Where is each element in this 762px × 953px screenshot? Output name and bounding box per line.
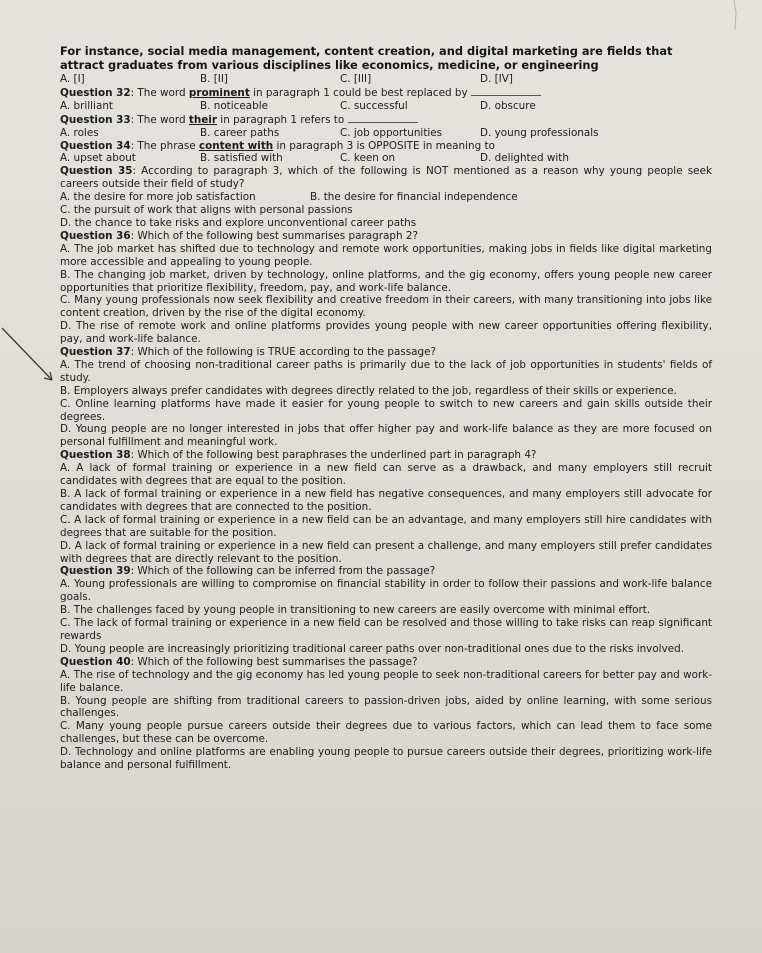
option-a: A. the desire for more job satisfaction <box>60 191 256 204</box>
question-number: Question 36 <box>60 229 131 242</box>
option-c: C. A lack of formal training or experience in a new field can be an advantage, and many employers still hire candidates with degrees that are suitable for the position. <box>60 513 712 539</box>
option-a: A. [I] <box>60 73 85 85</box>
question-35 <box>60 165 712 191</box>
question-number: Question 38 <box>60 449 131 462</box>
q32-options <box>60 100 620 113</box>
q35-options-ab <box>60 191 712 204</box>
question-text: : Which of the following can be inferred from the passage? <box>130 565 436 578</box>
question-32 <box>60 86 712 100</box>
underlined-word: their <box>188 113 217 126</box>
option-b: B. [II] <box>200 73 228 85</box>
question-text: in paragraph 1 refers to <box>217 113 345 126</box>
passage-excerpt: For instance, social media management, content creation, and digital marketing are fields that attract graduates from various disciplines like economics, medicine, or engineering <box>60 44 673 72</box>
option-b: B. noticeable <box>200 99 268 112</box>
option-c: C. the pursuit of work that aligns with personal passions <box>60 204 353 217</box>
option-c: C. [III] <box>340 73 372 85</box>
question-text: : Which of the following is TRUE according to the passage? <box>130 346 437 359</box>
answer-blank <box>348 113 418 123</box>
insertion-options <box>60 73 620 86</box>
question-34 <box>60 140 712 153</box>
option-a: A. upset about <box>60 152 136 165</box>
option-c: C. Many young people pursue careers outside their degrees due to various factors, which can lead them to face some challenges, but these can be overcome. <box>60 720 712 746</box>
option-c: C. Many young professionals now seek flexibility and creative freedom in their careers, with many transitioning into jobs like content creation, driven by the rise of the digital economy. <box>60 294 712 320</box>
question-number: Question 34 <box>60 139 131 152</box>
question-number: Question 39 <box>60 565 131 578</box>
option-b: B. the desire for financial independence <box>310 191 518 204</box>
question-37 <box>60 346 712 359</box>
option-d: D. delighted with <box>480 152 569 165</box>
page-corner-shadow <box>728 0 748 40</box>
q34-options <box>60 152 620 165</box>
option-b: B. The challenges faced by young people in transitioning to new careers are easily overcome with minimal effort. <box>60 604 651 617</box>
option-c: C. Online learning platforms have made it easier for young people to switch to new careers and gain skills outside their degrees. <box>60 397 712 423</box>
option-d: D. A lack of formal training or experience in a new field can present a challenge, and many employers still prefer candidates with degrees that are directly relevant to the position. <box>60 539 712 565</box>
question-text: : According to paragraph 3, which of the following is NOT mentioned as a reason why young people seek careers outside their field of study? <box>60 165 712 191</box>
q33-options <box>60 127 620 140</box>
option-a: A. The trend of choosing non-traditional career paths is primarily due to the lack of job opportunities in students' fields of study. <box>60 358 712 384</box>
option-d: D. [IV] <box>480 73 513 85</box>
option-d: D. young professionals <box>480 126 599 139</box>
option-c: C. The lack of formal training or experience in a new field can be resolved and those willing to take risks can reap significant rewards <box>60 617 712 642</box>
underlined-phrase: content with <box>198 139 274 152</box>
margin-arrow-mark <box>0 318 60 398</box>
option-b: B. satisfied with <box>200 152 283 165</box>
option-d: D. obscure <box>480 99 536 112</box>
option-d: D. Young people are increasingly prioritizing traditional career paths over non-traditional ones due to the risks involved. <box>60 642 685 655</box>
question-33 <box>60 113 712 127</box>
question-number: Question 33 <box>60 113 131 126</box>
option-a: A. brilliant <box>60 99 113 112</box>
question-text: : The word <box>130 113 189 126</box>
option-a: A. The job market has shifted due to technology and remote work opportunities, making jobs in fields like digital marketing more accessible and appealing to young people. <box>60 242 712 268</box>
option-c: C. successful <box>340 99 408 112</box>
option-a: A. roles <box>60 126 99 139</box>
question-38 <box>60 449 712 462</box>
underlined-word: prominent <box>188 86 250 99</box>
option-c: C. keen on <box>340 152 396 165</box>
option-d: D. Technology and online platforms are enabling young people to pursue careers outside their degrees, prioritizing work-life balance and personal fulfillment. <box>60 746 712 772</box>
option-b: B. career paths <box>200 126 280 139</box>
question-39 <box>60 565 712 578</box>
question-text: : The phrase <box>130 139 199 152</box>
option-d: D. The rise of remote work and online platforms provides young people with new career opportunities offering flexibility, pay, and work-life balance. <box>60 320 712 346</box>
option-b: B. The changing job market, driven by technology, online platforms, and the gig economy, offers young people new career opportunities that prioritize flexibility, freedom, pay, and work-life balance. <box>60 268 712 294</box>
option-a: A. The rise of technology and the gig economy has led young people to seek non-traditional careers for better pay and work-life balance. <box>60 668 712 694</box>
option-a: A. Young professionals are willing to compromise on financial stability in order to follow their passions and work-life balance goals. <box>60 578 712 604</box>
question-text: : Which of the following best summarises paragraph 2? <box>130 229 418 242</box>
question-text: : Which of the following best summarises the passage? <box>130 655 418 668</box>
question-text: : Which of the following best paraphrases the underlined part in paragraph 4? <box>130 449 537 462</box>
question-number: Question 32 <box>60 86 131 99</box>
question-36 <box>60 230 712 243</box>
option-d: D. Young people are no longer interested in jobs that offer higher pay and work-life balance as they are more focused on personal fulfillment and meaningful work. <box>60 423 712 449</box>
worksheet <box>60 44 712 772</box>
question-text: in paragraph 1 could be best replaced by <box>249 86 468 99</box>
question-number: Question 40 <box>60 655 131 668</box>
option-b: B. Employers always prefer candidates with degrees directly related to the job, regardless of their skills or experience. <box>60 384 677 397</box>
option-b: B. A lack of formal training or experience in a new field has negative consequences, and many employers still advocate for candidates with degrees that are connected to the position. <box>60 488 712 513</box>
option-a: A. A lack of formal training or experience in a new field can serve as a drawback, and many employers still recruit candidates with degrees that are equal to the position. <box>60 462 712 488</box>
answer-blank <box>471 86 541 96</box>
option-c: C. job opportunities <box>340 126 443 139</box>
question-number: Question 37 <box>60 346 131 359</box>
option-b: B. Young people are shifting from traditional careers to passion-driven jobs, aided by online learning, with some serious challenges. <box>60 694 712 720</box>
question-40 <box>60 656 712 669</box>
option-d: D. the chance to take risks and explore unconventional career paths <box>60 216 417 229</box>
question-text: in paragraph 3 is OPPOSITE in meaning to <box>273 139 495 152</box>
question-text: : The word <box>130 86 189 99</box>
question-number: Question 35 <box>60 165 133 178</box>
